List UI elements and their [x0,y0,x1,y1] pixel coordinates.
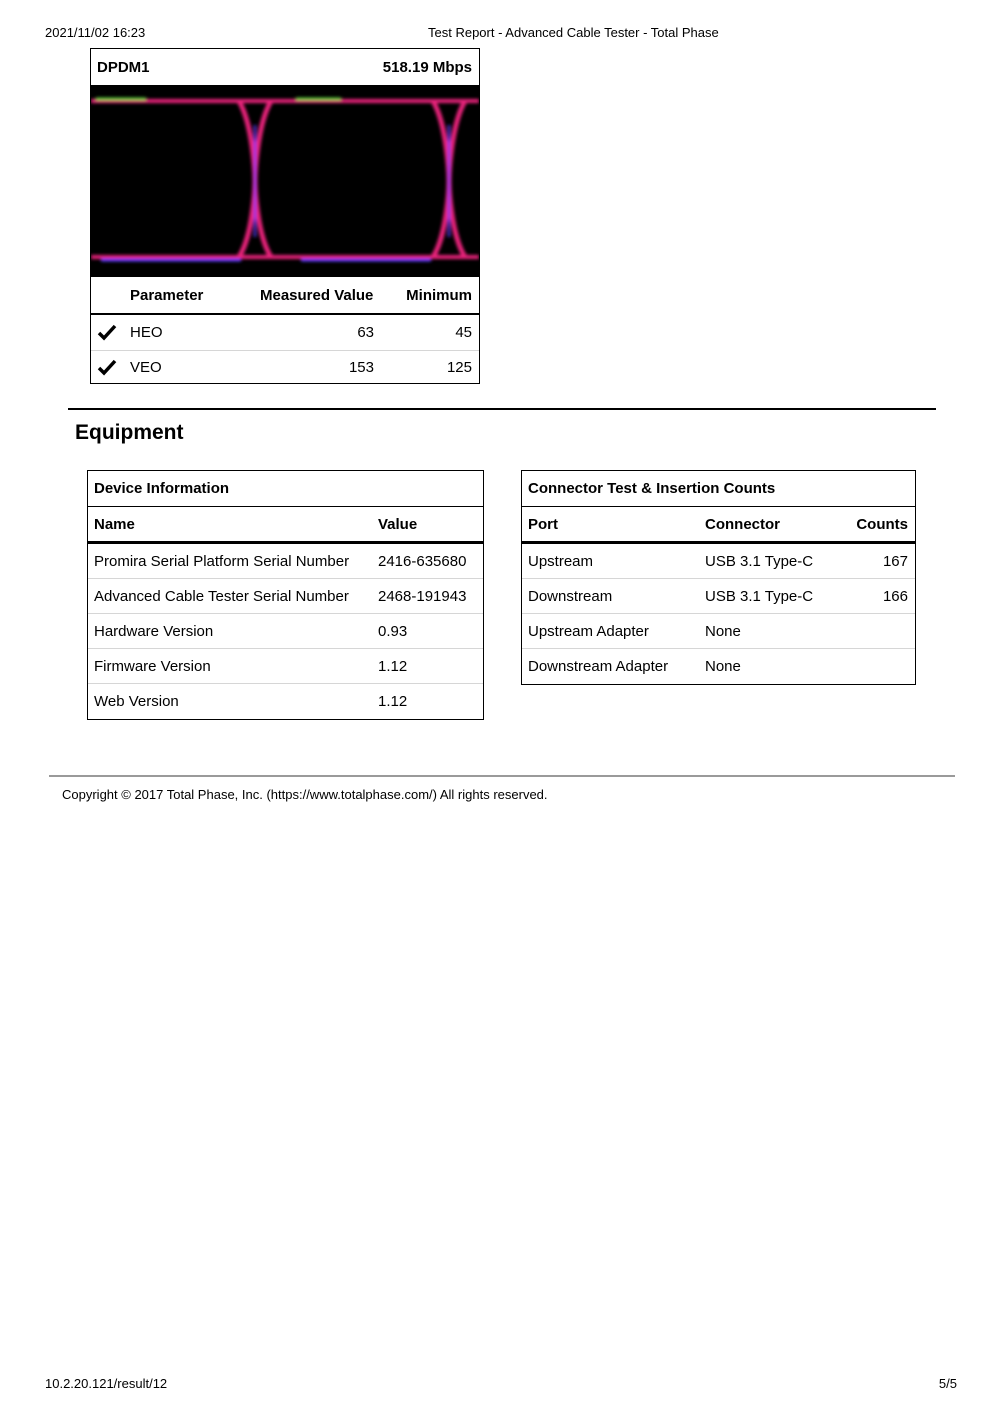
param-name: VEO [130,359,162,376]
table-row [522,614,915,649]
print-datetime: 2021/11/02 16:23 [45,25,146,40]
lane-name: DPDM1 [97,59,150,76]
insertion-count: 166 [882,588,908,605]
port-name: Downstream [528,588,613,605]
page-number: 5/5 [938,1376,957,1391]
col-measured: Measured Value [260,287,374,304]
device-field-name: Promira Serial Platform Serial Number [94,553,350,570]
table-row [91,350,479,385]
title-divider [522,506,915,507]
table-row [522,579,915,614]
equipment-heading: Equipment [75,421,184,444]
table-row [88,579,483,614]
title-divider [88,506,483,507]
port-name: Upstream [528,553,594,570]
device-field-name: Web Version [94,693,179,710]
col-counts: Counts [856,516,908,533]
section-divider [68,408,936,410]
connector-type: USB 3.1 Type-C [705,553,814,570]
eye-card-header [91,49,479,85]
print-url: 10.2.20.121/result/12 [45,1376,168,1391]
table-row [88,684,483,719]
table-row [88,649,483,684]
measured-value: 153 [348,359,374,376]
device-field-value: 2416-635680 [378,553,467,570]
col-value: Value [378,516,418,533]
checkmark-icon [97,323,117,341]
eye-background [91,85,479,277]
col-minimum: Minimum [406,287,472,304]
device-field-value: 2468-191943 [378,588,467,605]
connector-type: None [705,623,741,640]
checkmark-icon [97,358,117,376]
device-field-name: Firmware Version [94,658,211,675]
minimum-value: 125 [446,359,472,376]
table-row [91,315,479,351]
table-row [522,544,915,579]
connector-type: USB 3.1 Type-C [705,588,814,605]
port-name: Downstream Adapter [528,658,669,675]
copyright-notice: Copyright © 2017 Total Phase, Inc. (https://www.totalphase.com/) All rights reserved. [62,787,548,802]
device-information-table [87,470,484,720]
col-name: Name [94,516,135,533]
connector-type: None [705,658,741,675]
table-row [88,614,483,649]
eye-diagram [91,85,479,277]
param-name: HEO [130,324,163,341]
measured-value: 63 [357,324,374,341]
connector-counts-table [521,470,916,685]
device-field-name: Advanced Cable Tester Serial Number [94,588,349,605]
minimum-value: 45 [455,324,472,341]
insertion-count: 167 [882,553,908,570]
table-title: Device Information [94,480,230,497]
col-connector: Connector [705,516,780,533]
eye-diagram-card [90,48,480,384]
footer-divider [49,775,955,777]
device-field-name: Hardware Version [94,623,214,640]
port-name: Upstream Adapter [528,623,649,640]
col-parameter: Parameter [130,287,204,304]
device-field-value: 1.12 [378,658,408,675]
print-title: Test Report - Advanced Cable Tester - Total Phase [428,25,719,40]
data-rate: 518.19 Mbps [382,59,472,76]
table-title: Connector Test & Insertion Counts [528,480,776,497]
table-row [88,544,483,579]
col-port: Port [528,516,558,533]
device-field-value: 1.12 [378,693,408,710]
table-row [522,649,915,684]
device-field-value: 0.93 [378,623,408,640]
